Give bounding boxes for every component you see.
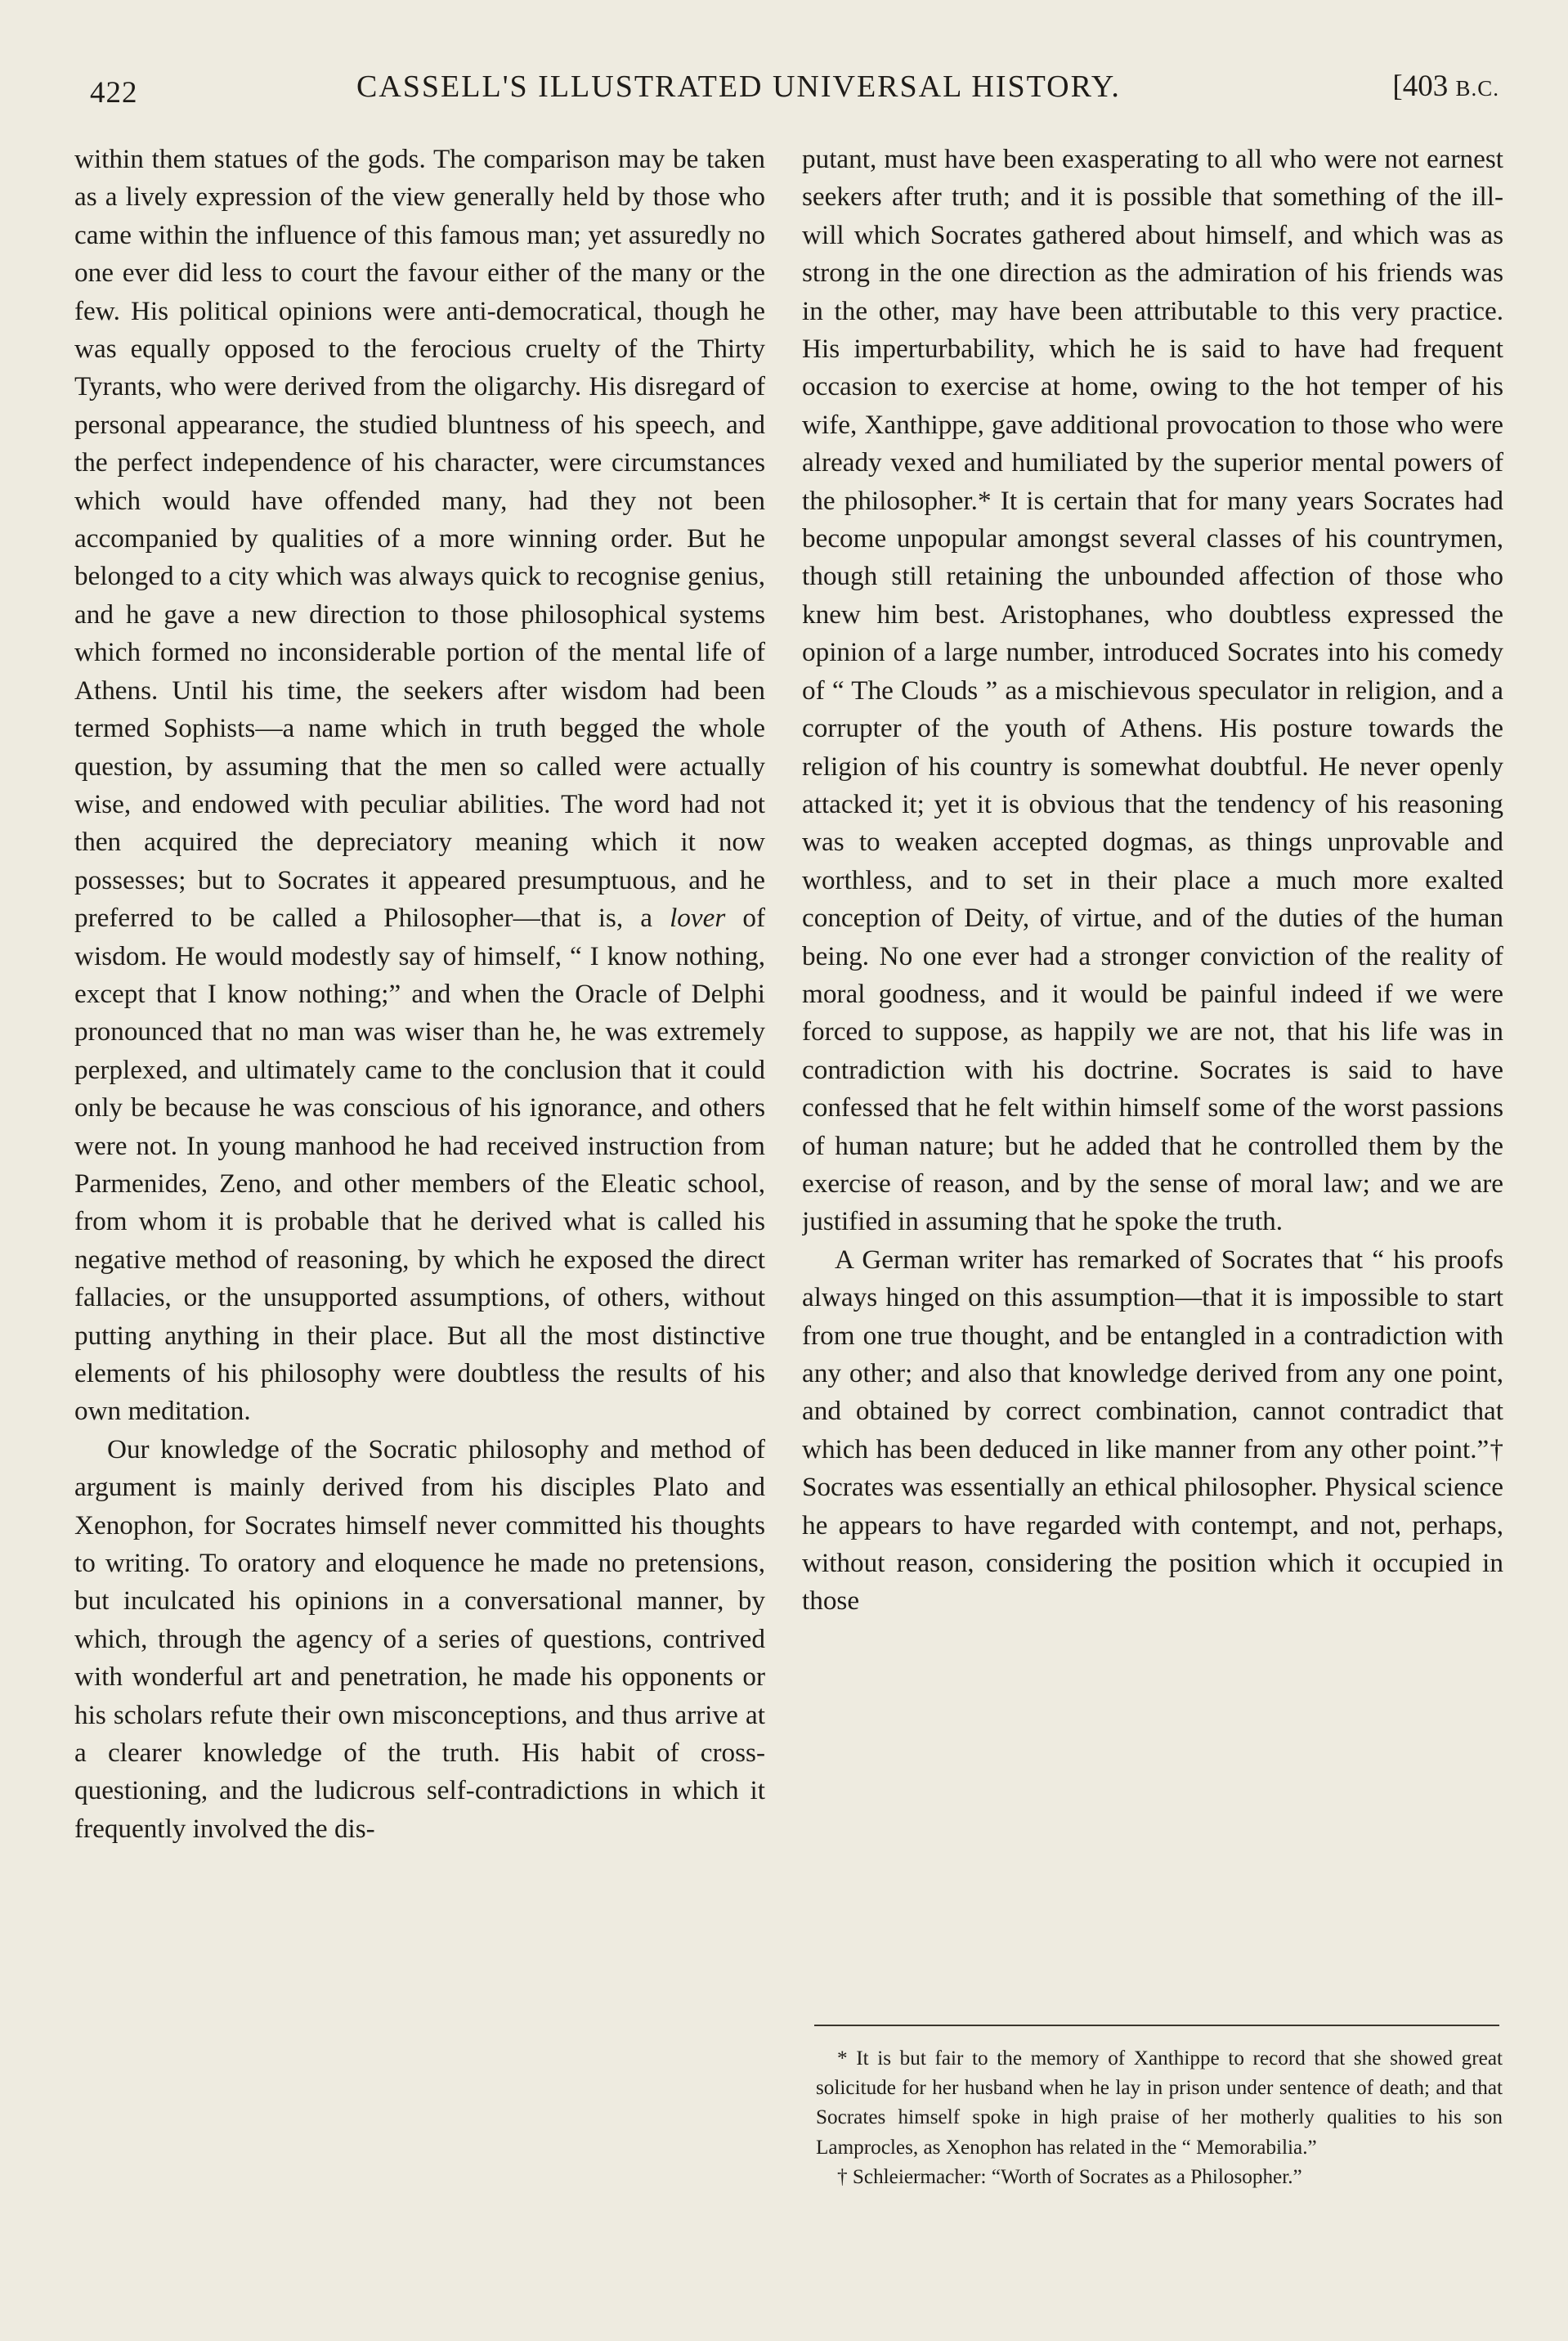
- left-paragraph-1-continued: of wisdom. He would modestly say of himself, “ I know nothing, except that I know nothing;” and when the Oracle of Delphi pronounced that no man was wiser than he, he was extremely perplexed, and ultimately came to the conclusion that it could only be because he was conscious of his ignorance, and others were not. In young manhood he had received instruction from Parmenides, Zeno, and other members of the Eleatic school, from whom it is probable that he derived what is called his negative method of reasoning, by which he exposed the direct fallacies, or the unsupported assumptions, of others, without putting anything in their place. But all the most distinctive elements of his philosophy were doubtless the results of his own meditation.: [74, 903, 765, 1427]
- left-column: [74, 141, 765, 2218]
- page-number: 422: [90, 76, 138, 110]
- right-column: [802, 141, 1503, 2218]
- header-date-value: [403: [1392, 70, 1449, 103]
- left-paragraph-1-text: within them statues of the gods. The comparison may be taken as a lively expression of the view generally held by those who came within the influence of this famous man; yet assuredly no one ever did less to court the favour either of the many or the few. His political opinions were anti-democratical, though he was equally opposed to the ferocious cruelty of the Thirty Tyrants, who were derived from the oligarchy. His disregard of personal appearance, the studied bluntness of his speech, and the perfect independence of his character, were circumstances which would have offended many, had they not been accompanied by qualities of a more winning order. But he belonged to a city which was always quick to recognise genius, and he gave a new direction to those philosophical systems which formed no inconsiderable portion of the mental life of Athens. Until his time, the seekers after wisdom had been termed Sophists—a name which in truth begged the whole question, by assuming that the men so called were actually wise, and endowed with peculiar abilities. The word had not then acquired the depreciatory meaning which it now possesses; but to Socrates it appeared presumptuous, and he preferred to be called a Philosopher—that is, a: [74, 144, 765, 934]
- footnote-2: † Schleiermacher: “Worth of Socrates as a Philosopher.”: [837, 2165, 1302, 2188]
- left-paragraph-1: [74, 141, 765, 1431]
- right-paragraph-1: putant, must have been exasperating to all who were not earnest seekers after truth; and it is possible that something of the ill-will which Socrates gathered about himself, and which was as strong in the one direction as the admiration of his friends was in the other, may have been attributable to this very practice. His imperturbability, which he is said to have had frequent occasion to exercise at home, owing to the hot temper of his wife, Xanthippe, gave additional provocation to those who were already vexed and humiliated by the superior mental powers of the philosopher.* It is certain that for many years Socrates had become unpopular amongst several classes of his countrymen, though still retaining the unbounded affection of those who knew him best. Aristophanes, who doubtless expressed the opinion of a large number, introduced Socrates into his comedy of “ The Clouds ” as a mischievous speculator in religion, and a corrupter of the youth of Athens. His posture towards the religion of his country is somewhat doubtful. He never openly attacked it; yet it is obvious that the tendency of his reasoning was to weaken accepted dogmas, as things unprovable and worthless, and to set in their place a much more exalted conception of Deity, of virtue, and of the duties of the human being. No one ever had a stronger conviction of the reality of moral goodness, and it would be painful indeed if we were forced to suppose, as happily we are not, that his life was in contradiction with his doctrine. Socrates is said to have confessed that he felt within himself some of the worst passions of human nature; but he added that he controlled them by the exercise of reason, and by the sense of moral law; and we are justified in assuming that he spoke the truth.: [802, 144, 1503, 1237]
- footnotes: [816, 2044, 1503, 2289]
- left-paragraph-2: Our knowledge of the Socratic philosophy and method of argument is mainly derived from his disciples Plato and Xenophon, for Socrates himself never committed his thoughts to writing. To oratory and eloquence he made no pretensions, but inculcated his opinions in a conversational manner, by which, through the agency of a series of questions, contrived with wonderful art and penetration, he made his opponents or his scholars refute their own misconceptions, and thus arrive at a clearer knowledge of the truth. His habit of cross-questioning, and the ludicrous self-contradictions in which it frequently involved the dis-: [74, 1433, 765, 1844]
- emphasis-lover: lover: [670, 903, 726, 934]
- footnote-divider: [814, 2025, 1499, 2026]
- right-paragraph-2: A German writer has remarked of Socrates that “ his proofs always hinged on this assumption—that it is impossible to start from one true thought, and be entangled in a contradiction with any other; and also that knowledge derived from any one point, and obtained by correct combination, cannot contradict that which has been deduced in like manner from any other point.”† Socrates was essentially an ethical philosopher. Physical science he appears to have regarded with contempt, and not, perhaps, without reason, considering the position which it occupied in those: [802, 1244, 1503, 1617]
- footnote-1: * It is but fair to the memory of Xanthippe to record that she showed great solicitude for her husband when he lay in prison under sentence of death; and that Socrates himself spoke in high praise of her motherly qualities to his son Lamprocles, as Xenophon has related in the “ Memorabilia.”: [816, 2047, 1503, 2159]
- header-date: [1392, 69, 1499, 104]
- running-header: [78, 64, 1499, 121]
- header-date-era: B.C.: [1455, 76, 1499, 101]
- running-title: CASSELL'S ILLUSTRATED UNIVERSAL HISTORY.: [356, 70, 1121, 104]
